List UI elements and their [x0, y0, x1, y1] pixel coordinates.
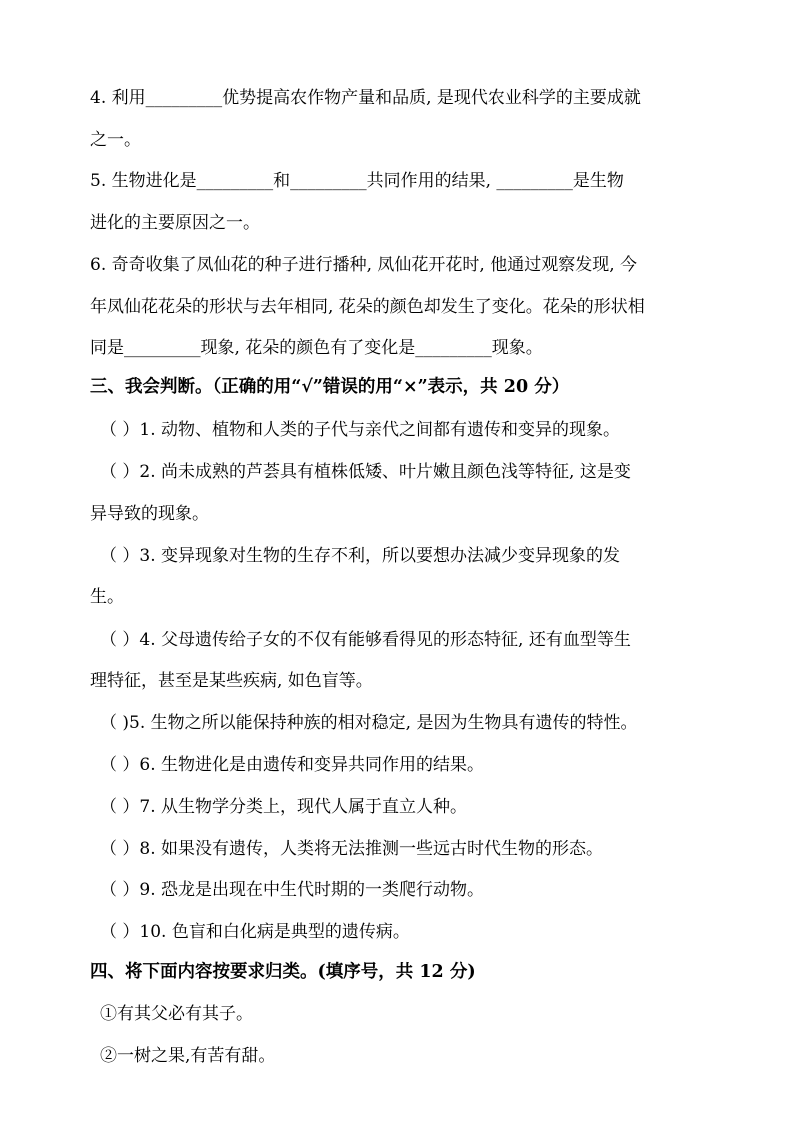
- question-5-line-1: 5. 生物进化是_________和_________共同作用的结果, _________是生物: [90, 171, 624, 191]
- question-4-line-1: 4. 利用_________优势提高农作物产量和品质, 是现代农业科学的主要成就: [90, 88, 641, 108]
- question-6-line-2: 年凤仙花花朵的形状与去年相同, 花朵的颜色却发生了变化。花朵的形状相: [90, 297, 645, 317]
- judge-item-1: （ ）1. 动物、植物和人类的子代与亲代之间都有遗传和变异的现象。: [100, 420, 621, 440]
- judge-item-4-line-1: （ ）4. 父母遗传给子女的不仅有能够看得见的形态特征, 还有血型等生: [100, 630, 631, 650]
- judge-item-7: （ ）7. 从生物学分类上，现代人属于直立人种。: [100, 797, 468, 817]
- judge-item-2-line-2: 异导致的现象。: [90, 504, 209, 524]
- judge-item-8: （ ）8. 如果没有遗传，人类将无法推测一些远古时代生物的形态。: [100, 839, 604, 859]
- judge-item-4-line-2: 理特征，甚至是某些疾病, 如色盲等。: [90, 671, 373, 691]
- judge-item-9: （ ）9. 恐龙是出现在中生代时期的一类爬行动物。: [100, 880, 485, 900]
- judge-item-2-line-1: （ ）2. 尚未成熟的芦荟具有植株低矮、叶片嫩且颜色浅等特征, 这是变: [100, 462, 631, 482]
- question-5-line-2: 进化的主要原因之一。: [90, 213, 260, 233]
- judge-item-6: （ ）6. 生物进化是由遗传和变异共同作用的结果。: [100, 755, 485, 775]
- classify-item-2: ②一树之果,有苦有甜。: [100, 1046, 276, 1066]
- question-6-line-3: 同是_________现象, 花朵的颜色有了变化是_________现象。: [90, 338, 543, 358]
- section-4-heading: 四、将下面内容按要求归类。(填序号，共 12 分): [90, 962, 476, 982]
- judge-item-10: （ ）10. 色盲和白化病是典型的遗传病。: [100, 922, 410, 942]
- judge-item-3-line-1: （ ）3. 变异现象对生物的生存不利，所以要想办法减少变异现象的发: [100, 546, 621, 566]
- question-6-line-1: 6. 奇奇收集了凤仙花的种子进行播种, 凤仙花开花时, 他通过观察发现, 今: [90, 255, 638, 275]
- question-4-line-2: 之一。: [90, 130, 141, 150]
- section-3-heading: 三、我会判断。（正确的用“√”错误的用“×”表示，共 20 分）: [90, 377, 570, 397]
- classify-item-1: ①有其父必有其子。: [100, 1004, 253, 1024]
- judge-item-3-line-2: 生。: [90, 587, 124, 607]
- judge-item-5: （ )5. 生物之所以能保持种族的相对稳定, 是因为生物具有遗传的特性。: [100, 713, 638, 733]
